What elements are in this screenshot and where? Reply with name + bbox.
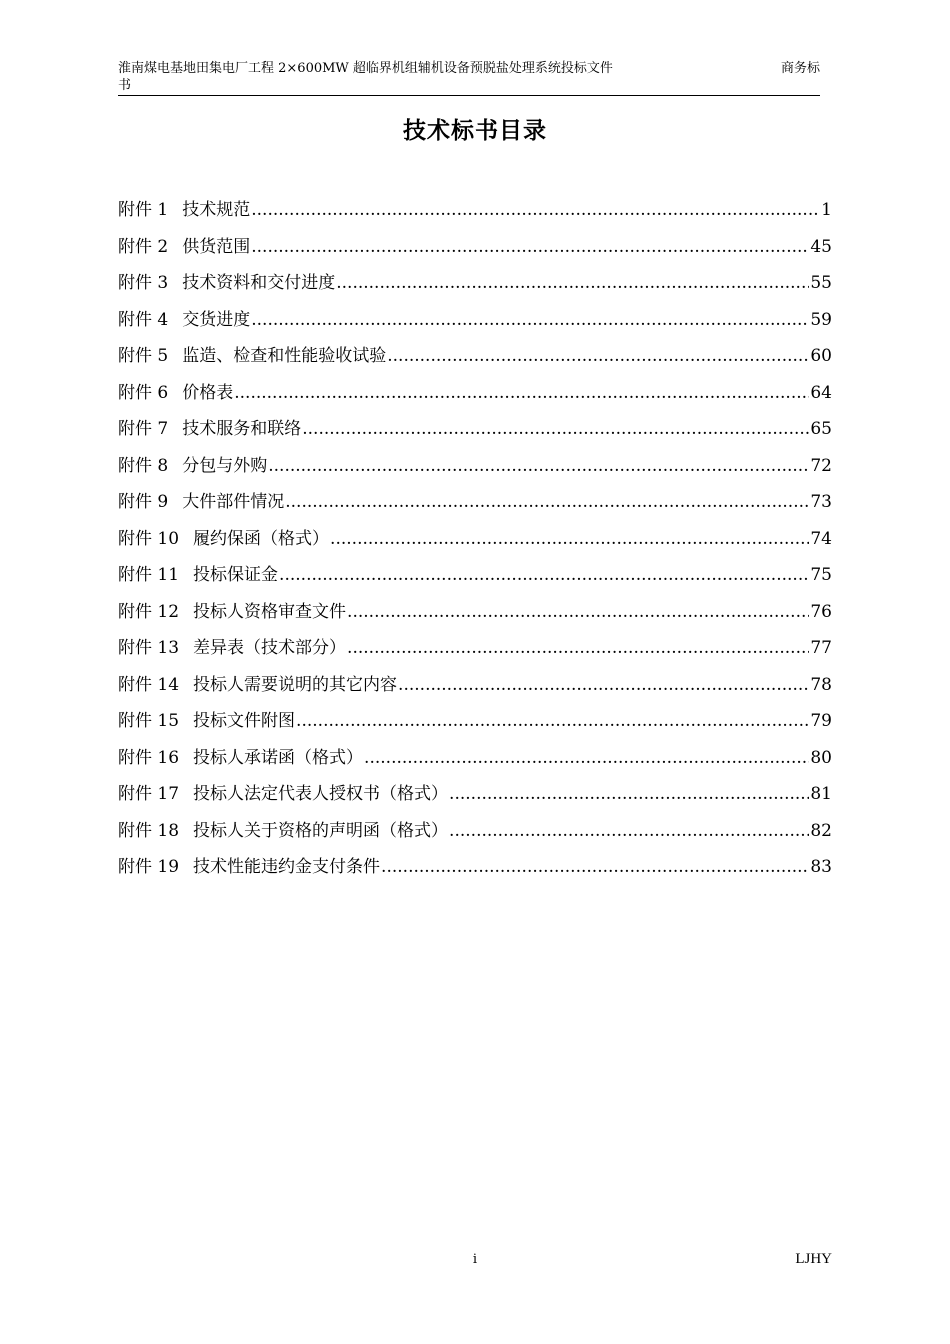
toc-entry[interactable] <box>118 338 832 375</box>
toc-entry-title: 技术服务和联络 <box>182 419 302 439</box>
toc-entry[interactable] <box>118 776 832 813</box>
toc-entry-leader-dots <box>285 484 809 521</box>
toc-entry[interactable] <box>118 265 832 302</box>
toc-entry-number: 附件 19 <box>118 857 180 877</box>
toc-entry-title: 分包与外购 <box>182 455 268 476</box>
toc-entry-leader-dots <box>387 338 809 375</box>
toc-entry-label <box>118 776 448 813</box>
toc-entry-label <box>118 630 346 667</box>
toc-entry[interactable] <box>118 813 832 850</box>
toc-entry-page-number: 78 <box>810 674 832 695</box>
toc-entry-page-number: 80 <box>810 747 832 768</box>
toc-entry-number: 附件 1 <box>118 200 169 220</box>
toc-entry-title: 技术资料和交付进度 <box>182 273 336 293</box>
toc-entry-leader-dots <box>234 375 809 412</box>
toc-entry-page-number: 45 <box>810 236 832 257</box>
page-title: 技术标书目录 <box>403 117 547 144</box>
toc-entry-number: 附件 2 <box>118 236 169 257</box>
toc-entry[interactable] <box>118 448 832 485</box>
toc-entry-label <box>118 557 278 594</box>
toc-entry-label <box>118 265 335 302</box>
toc-entry-leader-dots <box>347 594 809 631</box>
toc-entry[interactable] <box>118 192 832 229</box>
header-section-label: 商务标 <box>780 61 820 76</box>
toc-entry-leader-dots <box>251 192 820 229</box>
toc-entry[interactable] <box>118 557 832 594</box>
toc-entry-number: 附件 9 <box>118 492 169 512</box>
toc-entry-number: 附件 14 <box>118 674 180 695</box>
toc-entry-leader-dots <box>251 229 809 266</box>
header-section-label-continued: 书 <box>118 78 132 93</box>
toc-entry-number: 附件 18 <box>118 820 180 841</box>
toc-entry-leader-dots <box>279 557 809 594</box>
toc-entry-page-number: 74 <box>810 528 832 549</box>
toc-entry-label <box>118 521 329 558</box>
toc-entry-page-number: 77 <box>810 638 832 658</box>
toc-entry-page-number: 79 <box>810 711 832 731</box>
toc-entry[interactable] <box>118 630 832 667</box>
toc-entry-title: 供货范围 <box>182 236 251 257</box>
toc-entry-title: 投标保证金 <box>193 565 279 585</box>
toc-entry-number: 附件 5 <box>118 346 169 366</box>
toc-entry-label <box>118 813 448 850</box>
toc-entry-title: 投标人法定代表人授权书（格式） <box>193 784 449 804</box>
toc-entry-page-number: 83 <box>810 857 832 877</box>
toc-entry-page-number: 65 <box>810 419 832 439</box>
toc-entry-page-number: 76 <box>810 601 832 622</box>
toc-entry-number: 附件 7 <box>118 419 169 439</box>
toc-entry-title: 投标人资格审查文件 <box>193 601 347 622</box>
toc-entry-title: 技术性能违约金支付条件 <box>193 857 381 877</box>
toc-entry[interactable] <box>118 411 832 448</box>
toc-entry-leader-dots <box>381 849 809 886</box>
toc-entry-label <box>118 484 284 521</box>
toc-entry-label <box>118 740 363 777</box>
toc-entry[interactable] <box>118 484 832 521</box>
toc-entry-title: 价格表 <box>182 382 234 403</box>
header-document-title: 淮南煤电基地田集电厂工程 2×600MW 超临界机组辅机设备预脱盐处理系统投标文件 <box>118 61 613 76</box>
toc-entry-number: 附件 4 <box>118 309 169 330</box>
toc-entry-label <box>118 192 250 229</box>
toc-entry-label <box>118 375 233 412</box>
toc-entry-label <box>118 448 267 485</box>
toc-entry-leader-dots <box>336 265 809 302</box>
toc-entry-title: 监造、检查和性能验收试验 <box>182 346 387 366</box>
toc-entry-leader-dots <box>268 448 809 485</box>
toc-entry-leader-dots <box>449 813 809 850</box>
toc-entry-number: 附件 11 <box>118 565 180 585</box>
table-of-contents <box>118 192 832 886</box>
toc-entry-leader-dots <box>398 667 809 704</box>
toc-entry-leader-dots <box>330 521 809 558</box>
toc-entry-number: 附件 8 <box>118 455 169 476</box>
toc-entry-number: 附件 16 <box>118 747 180 768</box>
toc-entry-leader-dots <box>302 411 809 448</box>
toc-entry-leader-dots <box>347 630 809 667</box>
footer-page-number: i <box>472 1252 478 1267</box>
toc-entry-page-number: 81 <box>810 784 832 804</box>
toc-entry-title: 投标文件附图 <box>193 711 296 731</box>
toc-entry-number: 附件 6 <box>118 382 169 403</box>
toc-entry-page-number: 82 <box>810 820 832 841</box>
toc-entry-label <box>118 849 380 886</box>
toc-entry-title: 差异表（技术部分） <box>193 638 347 658</box>
toc-entry-leader-dots <box>449 776 809 813</box>
toc-entry-page-number: 59 <box>810 309 832 330</box>
toc-entry-label <box>118 302 250 339</box>
toc-entry-label <box>118 667 397 704</box>
toc-entry-page-number: 1 <box>821 200 832 220</box>
toc-entry-leader-dots <box>364 740 809 777</box>
toc-entry[interactable] <box>118 667 832 704</box>
toc-entry-number: 附件 10 <box>118 528 180 549</box>
toc-entry-title: 交货进度 <box>182 309 251 330</box>
toc-entry[interactable] <box>118 375 832 412</box>
toc-entry-label <box>118 338 386 375</box>
toc-entry[interactable] <box>118 302 832 339</box>
toc-entry-title: 履约保函（格式） <box>193 528 330 549</box>
toc-entry-leader-dots <box>296 703 809 740</box>
toc-entry[interactable] <box>118 740 832 777</box>
footer-code: LJHY <box>795 1251 832 1267</box>
toc-entry-label <box>118 594 346 631</box>
toc-entry-number: 附件 3 <box>118 273 169 293</box>
toc-entry-label <box>118 703 295 740</box>
toc-entry[interactable] <box>118 594 832 631</box>
toc-entry-label <box>118 411 301 448</box>
toc-entry-number: 附件 17 <box>118 784 180 804</box>
toc-entry-title: 投标人需要说明的其它内容 <box>193 674 398 695</box>
toc-entry-number: 附件 12 <box>118 601 180 622</box>
toc-entry-label <box>118 229 250 266</box>
toc-entry[interactable] <box>118 229 832 266</box>
header-line <box>118 60 820 77</box>
toc-entry-title: 投标人承诺函（格式） <box>193 747 364 768</box>
toc-entry-page-number: 64 <box>810 382 832 403</box>
toc-entry-page-number: 60 <box>810 346 832 366</box>
toc-entry[interactable] <box>118 849 832 886</box>
toc-entry[interactable] <box>118 703 832 740</box>
toc-entry-page-number: 73 <box>810 492 832 512</box>
toc-entry-number: 附件 13 <box>118 638 180 658</box>
toc-entry-title: 大件部件情况 <box>182 492 285 512</box>
toc-entry-number: 附件 15 <box>118 711 180 731</box>
page-header <box>118 60 820 96</box>
toc-entry-leader-dots <box>251 302 809 339</box>
toc-entry-page-number: 75 <box>810 565 832 585</box>
toc-entry-page-number: 72 <box>810 455 832 476</box>
toc-entry-title: 投标人关于资格的声明函（格式） <box>193 820 449 841</box>
toc-entry-title: 技术规范 <box>182 200 251 220</box>
toc-entry[interactable] <box>118 521 832 558</box>
toc-entry-page-number: 55 <box>810 273 832 293</box>
